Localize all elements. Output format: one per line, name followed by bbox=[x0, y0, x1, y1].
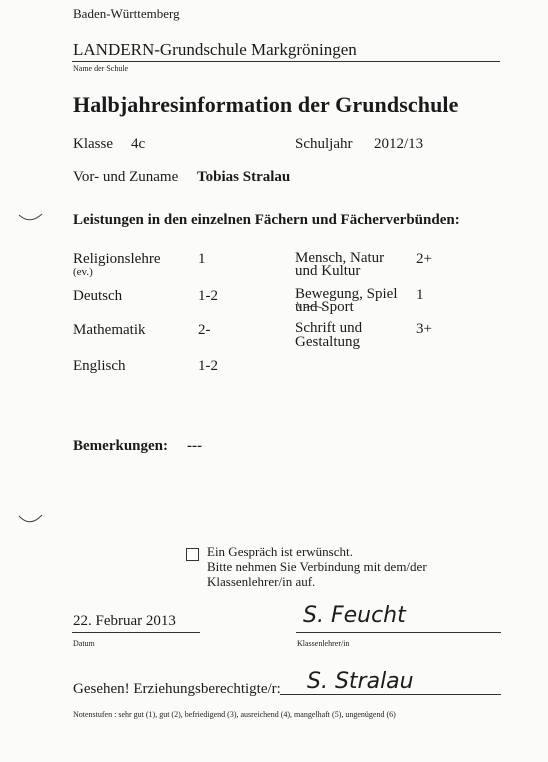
subject-grade: 2- bbox=[198, 322, 211, 338]
class-value: 4c bbox=[131, 136, 146, 152]
date-line bbox=[72, 632, 200, 633]
school-year-label: Schuljahr bbox=[295, 136, 353, 152]
remarks-label: Bemerkungen: bbox=[73, 438, 168, 454]
subject-name: Religionslehre bbox=[73, 251, 161, 267]
grading-scale-footnote: Notenstufen : sehr gut (1), gut (2), befriedigend (3), ausreichend (4), mangelhaft (5), ungenügend (6) bbox=[73, 710, 396, 719]
subject-grade: 1 bbox=[416, 287, 424, 303]
school-year-value: 2012/13 bbox=[374, 136, 424, 152]
school-name: LANDERN-Grundschule Markgröningen bbox=[73, 40, 357, 59]
subject-grade: 3+ bbox=[416, 321, 432, 337]
remarks-value: --- bbox=[187, 438, 202, 454]
subject-grade: 1-2 bbox=[198, 288, 218, 304]
date-value: 22. Februar 2013 bbox=[73, 613, 176, 629]
subject-grade: 2+ bbox=[416, 251, 432, 267]
subject-name: Mensch, Natur bbox=[295, 250, 385, 266]
school-name-line bbox=[72, 61, 500, 62]
conversation-line2: Bitte nehmen Sie Verbindung mit dem/der bbox=[207, 559, 427, 574]
subject-name: Englisch bbox=[73, 358, 126, 374]
subject-grade: 1 bbox=[198, 251, 206, 267]
conversation-line3: Klassenlehrer/in auf. bbox=[207, 574, 316, 589]
subject-sub: (ev.) bbox=[73, 266, 93, 278]
student-name-value: Tobias Stralau bbox=[197, 169, 291, 185]
date-caption: Datum bbox=[73, 639, 95, 648]
conversation-line1: Ein Gespräch ist erwünscht. bbox=[207, 544, 353, 559]
student-name-label: Vor- und Zuname bbox=[73, 169, 179, 185]
subject-name-line2: und Sport bbox=[295, 299, 354, 315]
subject-name-line2: und Kultur bbox=[295, 263, 361, 279]
subject-grade: 1-2 bbox=[198, 358, 218, 374]
conversation-checkbox[interactable] bbox=[186, 548, 199, 561]
subject-name: Mathematik bbox=[73, 322, 146, 338]
grades-heading: Leistungen in den einzelnen Fächern und Fächerverbünden: bbox=[73, 212, 460, 228]
subject-name: Bewegung, Spiel bbox=[295, 286, 398, 302]
state-name: Baden-Württemberg bbox=[73, 6, 180, 21]
guardian-signature-line bbox=[280, 694, 501, 695]
punch-hole-mark bbox=[18, 514, 44, 526]
guardian-label: Gesehen! Erziehungsberechtigte/r: bbox=[73, 681, 281, 697]
class-label: Klasse bbox=[73, 136, 113, 152]
subject-name: Schrift und bbox=[295, 320, 363, 336]
subject-name-line2: Gestaltung bbox=[295, 334, 360, 350]
scribble-mark bbox=[296, 300, 326, 321]
teacher-caption: Klassenlehrer/in bbox=[297, 639, 350, 648]
guardian-signature: S. Stralau bbox=[307, 669, 414, 694]
punch-hole-mark bbox=[18, 213, 44, 223]
subject-name: Deutsch bbox=[73, 288, 123, 304]
document-title: Halbjahresinformation der Grundschule bbox=[73, 92, 459, 117]
teacher-signature: S. Feucht bbox=[303, 603, 406, 628]
school-name-caption: Name der Schule bbox=[73, 64, 129, 73]
teacher-signature-line bbox=[296, 632, 501, 633]
